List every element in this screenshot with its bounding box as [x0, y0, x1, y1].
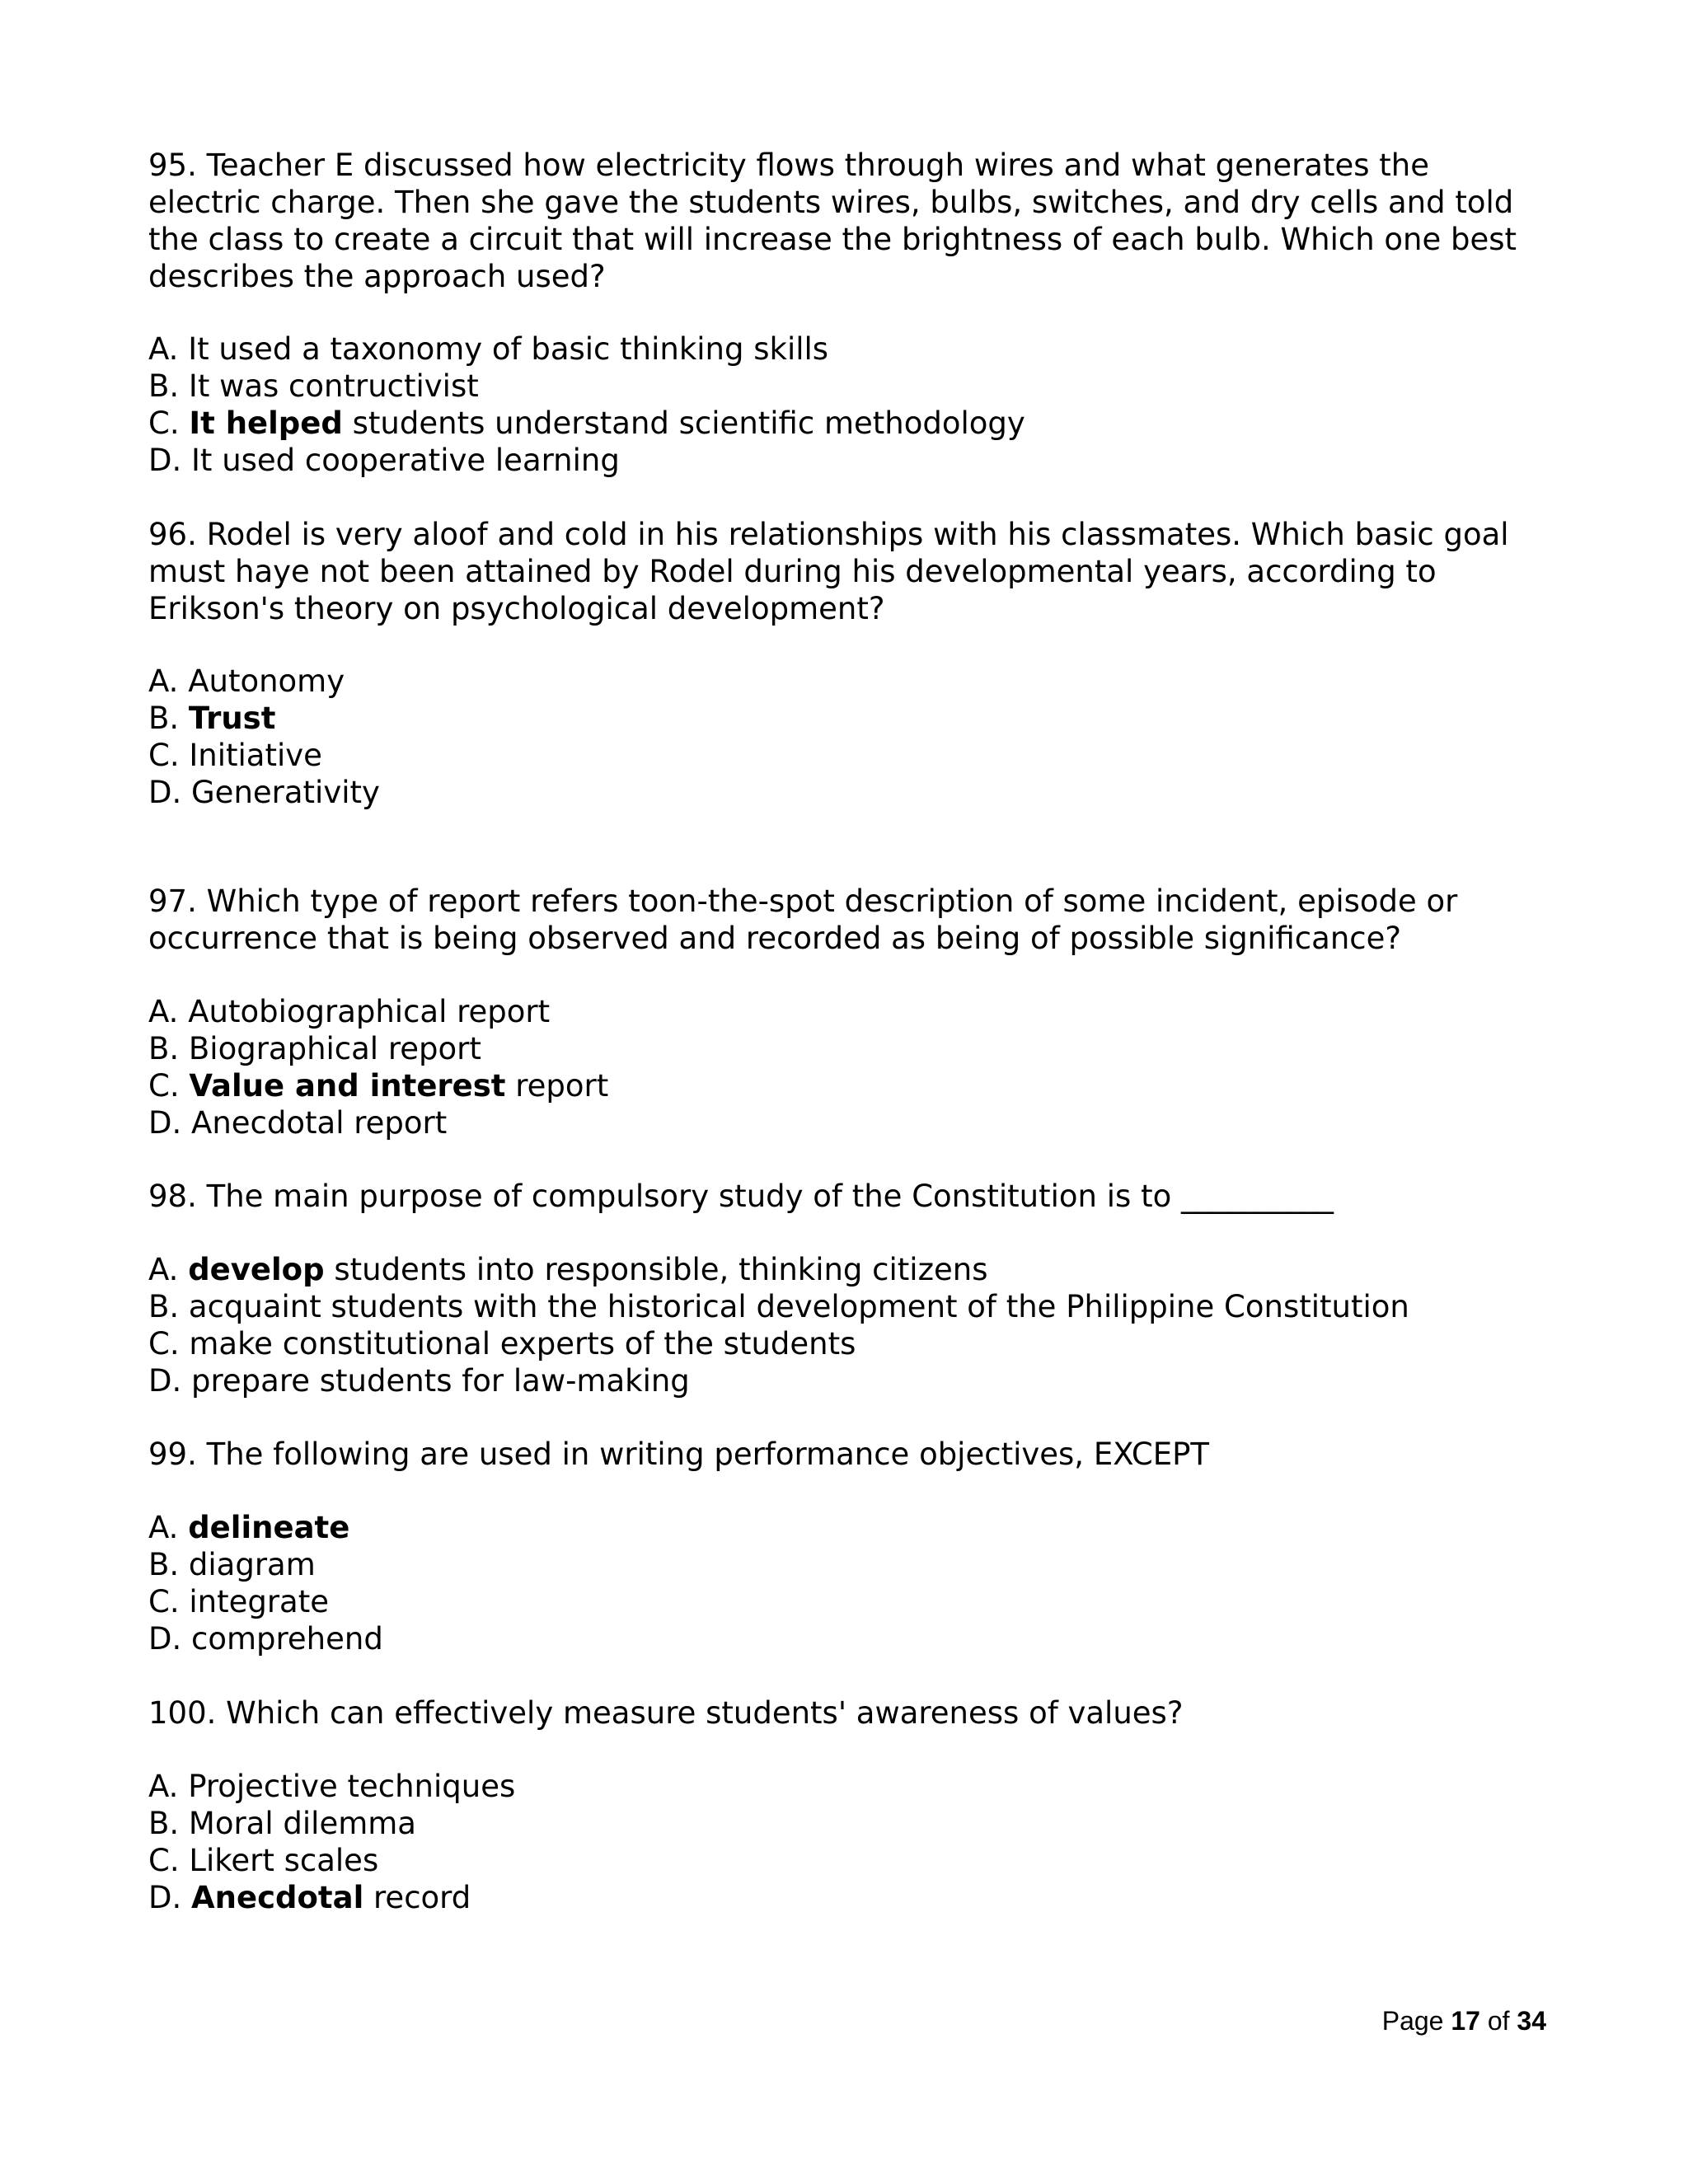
options-99 [148, 1509, 1541, 1657]
option-a: A. Autobiographical report [148, 994, 551, 1029]
option-b: B. Moral dilemma [148, 1806, 416, 1841]
option-c: C. It helped students understand scientific methodology [148, 405, 1025, 441]
option-d: D. comprehend [148, 1621, 383, 1657]
question-99 [148, 1436, 1541, 1473]
question-stem: 96. Rodel is very aloof and cold in his relationships with his classmates. Which basic goal must haye not been attained by Rodel during his developmental years, according to Erikson's theory on psychological development? [148, 517, 1509, 626]
option-d: D. Anecdotal report [148, 1105, 448, 1141]
option-a: A. Projective techniques [148, 1769, 516, 1804]
option-c: C. Initiative [148, 738, 322, 773]
question-stem: 99. The following are used in writing performance objectives, EXCEPT [148, 1436, 1209, 1472]
question-98 [148, 1178, 1541, 1215]
question-stem: 98. The main purpose of compulsory study of the Constitution is to __________ [148, 1179, 1334, 1214]
option-b: B. It was contructivist [148, 368, 479, 404]
options-95 [148, 330, 1541, 479]
question-96 [148, 516, 1541, 627]
page-word: Page [1381, 2006, 1451, 2036]
option-a: A. It used a taxonomy of basic thinking skills [148, 331, 829, 367]
option-a: A. delineate [148, 1510, 350, 1545]
of-word: of [1479, 2006, 1517, 2036]
option-c: C. integrate [148, 1584, 330, 1619]
option-d: D. Generativity [148, 775, 380, 810]
page-number [1382, 2004, 1546, 2037]
option-c: C. make constitutional experts of the students [148, 1326, 856, 1361]
question-stem: 97. Which type of report refers toon-the-spot description of some incident, episode or occurrence that is being observed and recorded as being of possible significance? [148, 883, 1458, 956]
option-a: A. Autonomy [148, 663, 345, 699]
options-100 [148, 1768, 1541, 1916]
question-stem: 95. Teacher E discussed how electricity flows through wires and what generates the electric charge. Then she gave the students wires, bulbs, switches, and dry cells and told the class to create a circuit that will increase the brightness of each bulb. Which one best describes the approach used? [148, 148, 1517, 294]
question-stem: 100. Which can effectively measure students' awareness of values? [148, 1695, 1184, 1731]
option-b: B. Trust [148, 701, 276, 736]
question-100 [148, 1694, 1541, 1732]
total-pages: 34 [1517, 2006, 1546, 2036]
options-97 [148, 993, 1541, 1141]
option-d: D. It used cooperative learning [148, 443, 620, 478]
option-c: C. Likert scales [148, 1843, 379, 1878]
options-98 [148, 1251, 1541, 1399]
option-a: A. develop students into responsible, thinking citizens [148, 1252, 988, 1287]
options-96 [148, 663, 1541, 811]
option-b: B. diagram [148, 1547, 316, 1582]
option-c: C. Value and interest report [148, 1068, 609, 1104]
option-b: B. Biographical report [148, 1031, 481, 1066]
option-d: D. Anecdotal record [148, 1880, 471, 1915]
question-97 [148, 883, 1541, 957]
option-d: D. prepare students for law-making [148, 1363, 690, 1399]
option-b: B. acquaint students with the historical development of the Philippine Constitution [148, 1289, 1409, 1324]
current-page: 17 [1451, 2006, 1480, 2036]
question-95 [148, 147, 1541, 295]
